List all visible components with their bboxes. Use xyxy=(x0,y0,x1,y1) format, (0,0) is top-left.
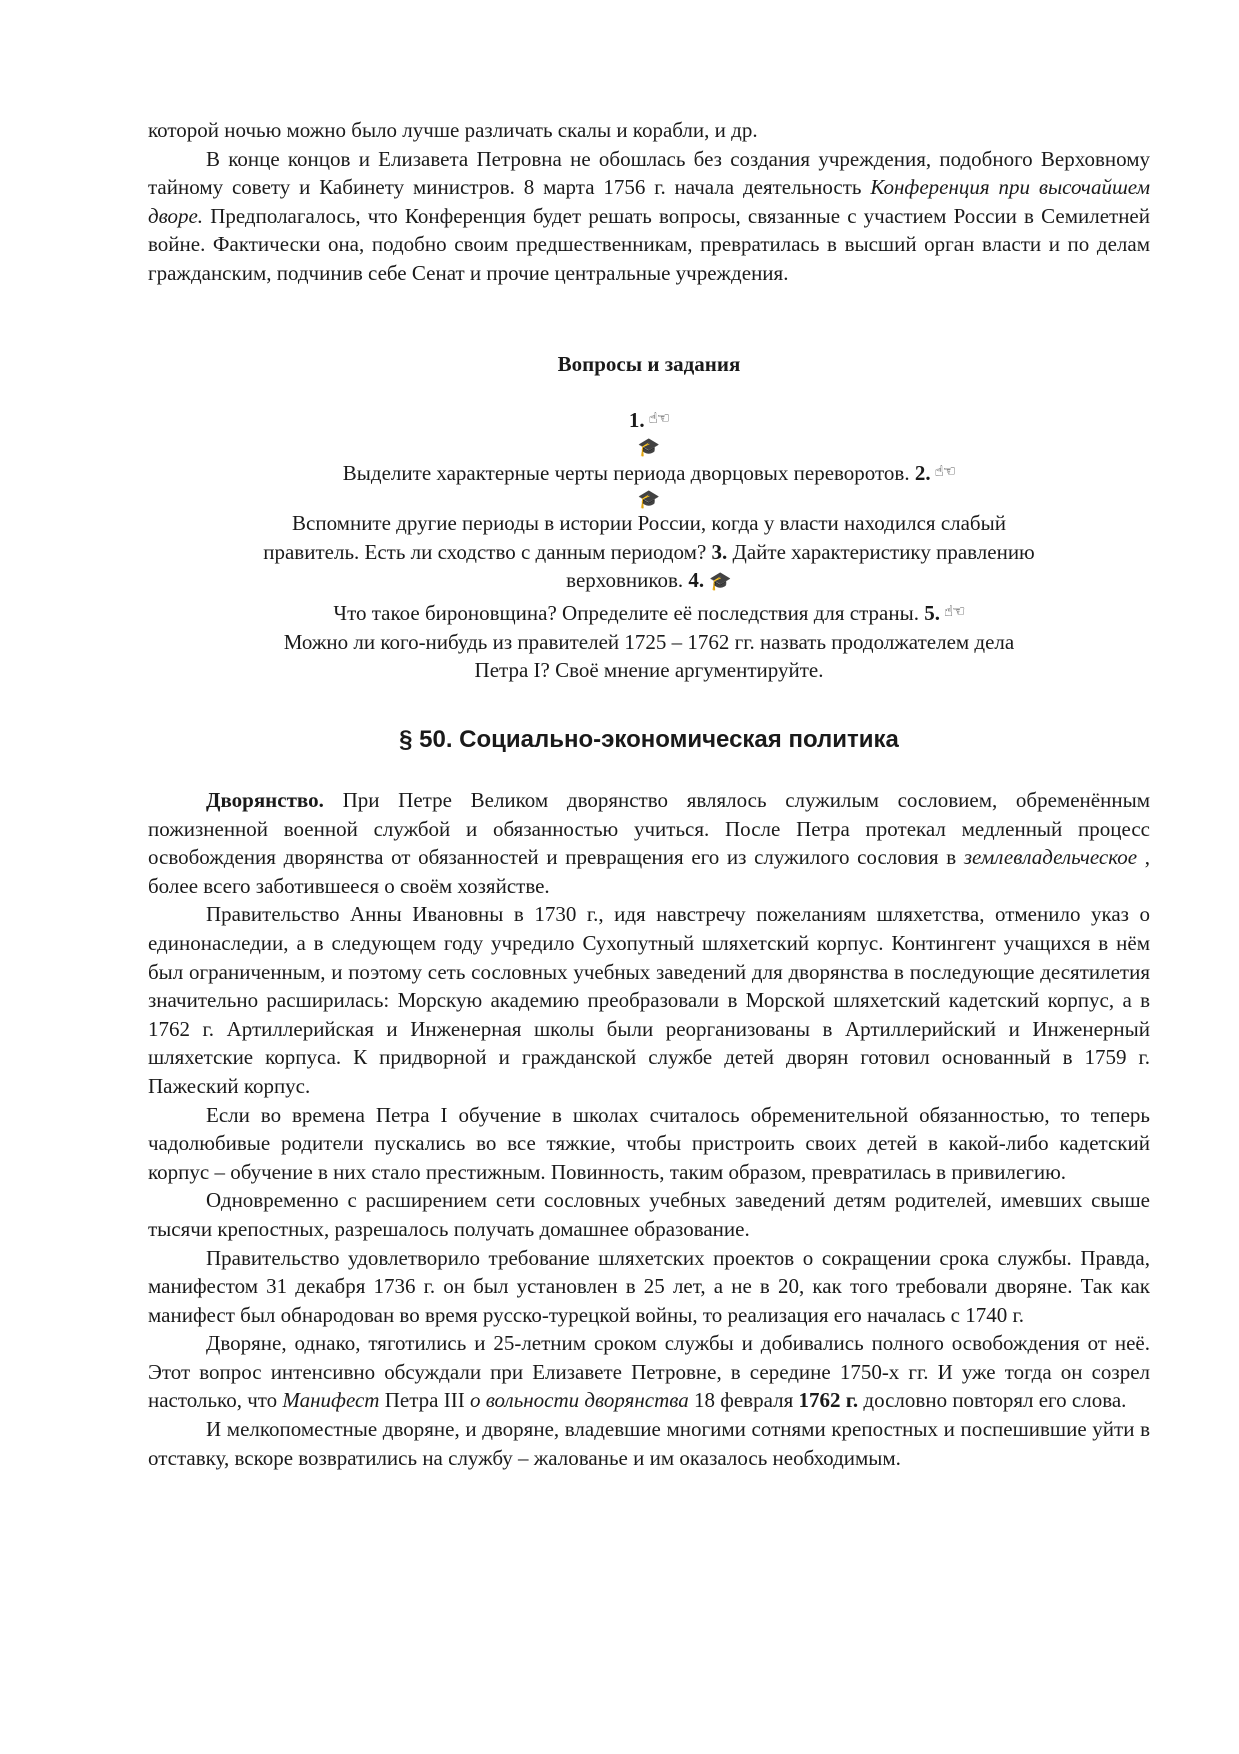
section-paragraph-5: Правительство удовлетворило требование шляхетских проектов о сокращении срока службы. Правда, манифестом 31 декабря 1736 г. он был установлен в 25 лет, а не в 20, как того требовали дворяне. Так как манифест был обнародован во время русско-турецкой войны, то реализация его началась с 1740 г. xyxy=(148,1245,1150,1327)
pointing-hand-icon: ☝☜ xyxy=(648,409,670,427)
question-1-cap-row xyxy=(148,435,1150,457)
intro-paragraph-1: которой ночью можно было лучше различать скалы и корабли, и др. xyxy=(148,118,758,142)
intro-p2-text-a: В конце концов и Елизавета Петровна не обошлась без создания учреждения, подобного Верховному тайному совету и Кабинету министров. 8 марта 1756 г. начала деятельность xyxy=(148,146,1150,200)
section-p1-text-b: , более всего заботившееся о своём хозяйстве. xyxy=(148,845,1151,898)
section-paragraph-4: Одновременно с расширением сети сословных учебных заведений детям родителей, имевших свыше тысячи крепостных, разрешалось получать домашнее образование. xyxy=(148,1188,1150,1241)
section-paragraph-2: Правительство Анны Ивановны в 1730 г., идя навстречу пожеланиям шляхетства, отменило указ о единонаследии, а в следующем году учредило Сухопутный шляхетский корпус. Контингент учащихся в нём был ограниченным, и поэтому сеть сословных учебных заведений для дворянства в последующие десятилетия значительно расширилась: Морскую академию преобразовали в Морской шляхетский кадетский корпус, а в 1762 г. Артиллерийская и Инженерная школы были реорганизованы в Артиллерийский и Инженерный шляхетские корпуса. К придворной и гражданской службе детей дворян готовил основанный в 1759 г. Пажеский корпус. xyxy=(148,902,1150,1098)
question-1-text: Выделите характерные черты периода дворцовых переворотов. xyxy=(342,460,910,485)
question-5-number: 5. xyxy=(924,600,940,625)
section-paragraph-3: Если во времена Петра I обучение в школах считалось обременительной обязанностью, то теперь чадолюбивые родители пускались во все тяжкие, чтобы пристроить своих детей в какой-либо кадетский корпус – обучение в них стало престижным. Повинность, таким образом, превратилась в привилегию. xyxy=(148,1102,1150,1184)
question-2-line-b xyxy=(148,538,1150,567)
section-p6-text-b: Петра III xyxy=(379,1388,470,1413)
intro-text xyxy=(148,116,1150,288)
section-p1-text-a: При Петре Великом дворянство являлось служилым сословием, обременённым пожизненной военной службой и обязанностью учиться. После Петра протекал медленный процесс освобождения дворянства от обязанностей и превращения его из служилого сословия в xyxy=(148,788,1150,870)
graduation-cap-icon: 🎓 xyxy=(709,571,732,593)
section-title: § 50. Социально-экономическая политика xyxy=(399,726,899,753)
manifest-term: Манифест xyxy=(282,1388,380,1413)
question-4 xyxy=(148,597,1150,628)
question-3-line-b xyxy=(148,566,1150,597)
question-3-text-a: Дайте характеристику правлению xyxy=(732,539,1035,564)
section-p6-text-d: дословно повторял его слова. xyxy=(858,1388,1127,1413)
question-3-text-b: верховников. xyxy=(566,568,684,593)
section-text xyxy=(148,786,1150,1472)
nobility-lead: Дворянство. xyxy=(206,788,324,812)
question-3-number: 3. xyxy=(711,539,728,564)
section-paragraph-6 xyxy=(148,1329,1150,1415)
conference-term: Конференция при высочайшем дворе. xyxy=(148,175,1150,228)
question-2-number: 2. xyxy=(914,460,931,485)
question-1-number-line xyxy=(148,404,1150,435)
question-5-line-a: Можно ли кого-нибудь из правителей 1725 – 1762 гг. назвать продолжателем дела xyxy=(283,629,1015,654)
nobility-freedom-term: о вольности дворянства xyxy=(469,1388,689,1413)
graduation-cap-icon: 🎓 xyxy=(637,436,661,458)
section-paragraph-7: И мелкопоместные дворяне, и дворяне, владевшие многими сотнями крепостных и поспешившие уйти в отставку, вскоре возвратились на службу – жалованье и им оказалось необходимым. xyxy=(148,1417,1150,1470)
section-p6-text-c: 18 февраля xyxy=(688,1388,799,1413)
section-p6-text-a: Дворяне, однако, тяготились и 25-летним сроком службы и добивались полного освобождения от неё. Этот вопрос интенсивно обсуждали при Елизавете Петровне, в середине 1750-х гг. И уже тогда он созрел настолько, что xyxy=(148,1331,1150,1413)
question-2-line-a: Вспомните другие периоды в истории России, когда у власти находился слабый xyxy=(292,511,1006,536)
intro-paragraph-2 xyxy=(148,145,1150,288)
question-1-number: 1. xyxy=(628,408,645,432)
pointing-hand-icon: ☝☜ xyxy=(943,601,965,620)
question-4-number: 4. xyxy=(688,568,705,593)
questions-list xyxy=(148,404,1150,685)
section-paragraph-1 xyxy=(148,786,1150,900)
question-4-text: Что такое бироновщина? Определите её последствия для страны. xyxy=(333,600,919,625)
question-2-cap-row xyxy=(148,487,1150,509)
question-5-line-b: Петра I? Своё мнение аргументируйте. xyxy=(474,658,824,683)
pointing-hand-icon: ☝☜ xyxy=(934,461,956,480)
intro-p2-text-b: Предполагалось, что Конференция будет решать вопросы, связанные с участием России в Семилетней войне. Фактически она, подобно своим предшественникам, превратилась в высший орган власти и по делам гражданским, подчинив себе Сенат и прочие центральные учреждения. xyxy=(148,203,1150,285)
question-1 xyxy=(148,457,1150,488)
questions-heading: Вопросы и задания xyxy=(557,352,741,376)
graduation-cap-icon: 🎓 xyxy=(637,489,661,511)
year-1762: 1762 г. xyxy=(798,1388,859,1413)
question-2-text-b: правитель. Есть ли сходство с данным периодом? xyxy=(263,539,707,564)
landowning-term: землевладельческое xyxy=(963,845,1138,870)
